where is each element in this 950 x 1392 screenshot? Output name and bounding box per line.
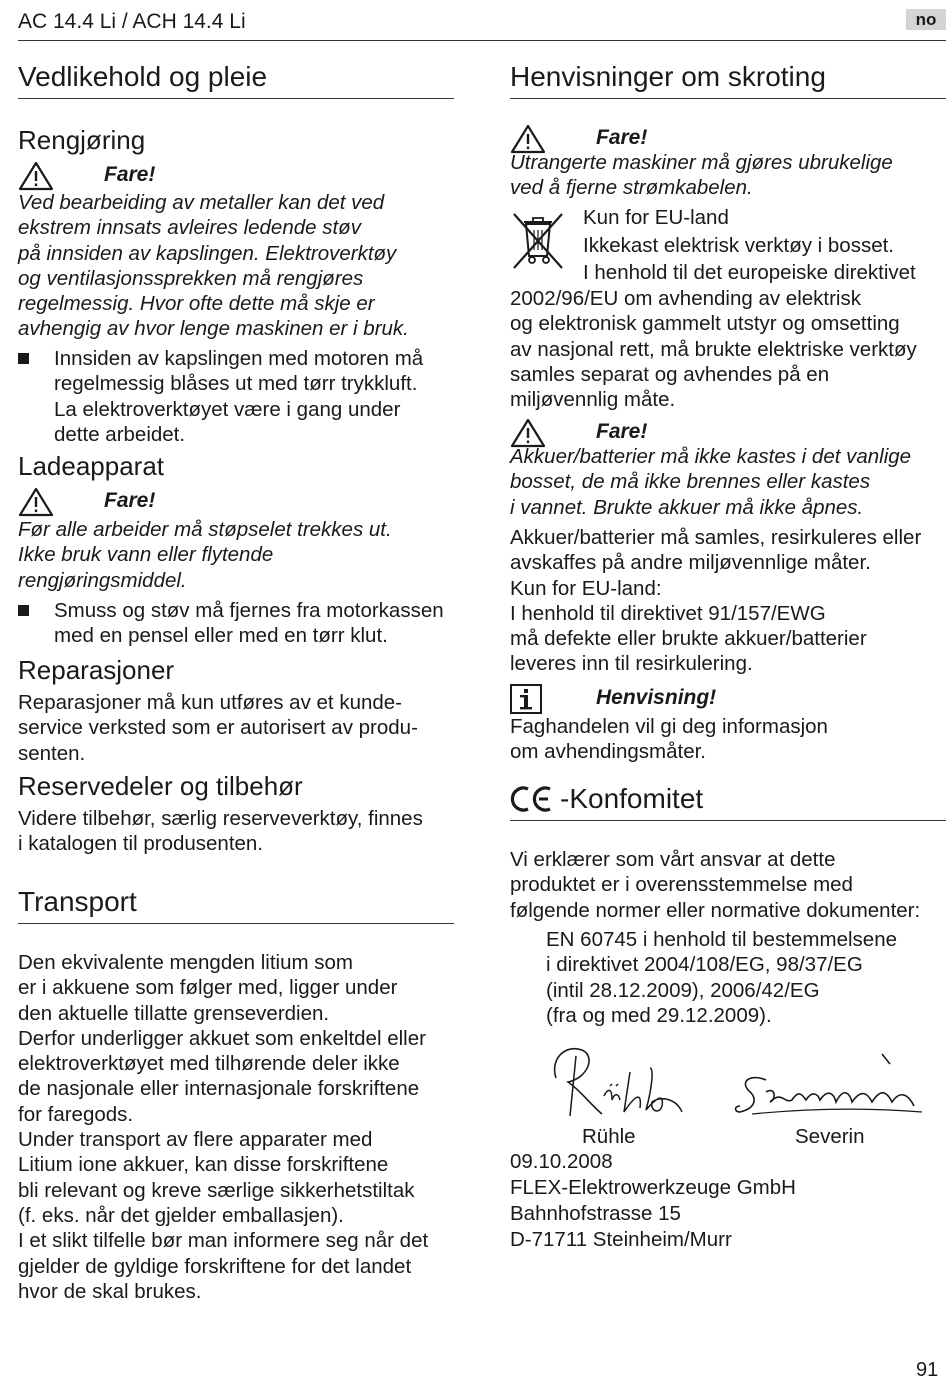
- conformity-date: 09.10.2008: [510, 1150, 613, 1173]
- conformity-rule: [510, 820, 946, 821]
- ce-mark-icon: [510, 785, 554, 813]
- repairs-title: Reparasjoner: [18, 655, 175, 685]
- header-rule: [18, 40, 946, 41]
- disposal-warning-2-label: Fare!: [596, 420, 648, 443]
- cleaning-warning-text: Ved bearbeiding av metaller kan det ved ekstrem innsats avleires ledende støv på innsiden av kapslingen. Elektroverktøy og ventilasjonssprekken må rengjøres regelmessig. Hvor ofte dette må skje er avhengig av hvor lenge maskinen er i bruk.: [18, 191, 409, 341]
- eu-line-3: I henhold til det europeiske direktivet: [583, 261, 916, 284]
- eu-heading: Kun for EU-land: [583, 206, 729, 229]
- company-street: Bahnhofstrasse 15: [510, 1202, 681, 1225]
- cleaning-warning: [18, 161, 454, 189]
- maintenance-rule: [18, 98, 454, 99]
- maintenance-title: Vedlikehold og pleie: [18, 61, 268, 92]
- disposal-rule: [510, 98, 946, 99]
- charger-warning-text: Før alle arbeider må støpselet trekkes ut. Ikke bruk vann eller flytende rengjøringsmiddel.: [18, 518, 392, 592]
- signature-ruhle: [546, 1038, 686, 1120]
- transport-title: Transport: [18, 886, 137, 917]
- note-text: Faghandelen vil gi deg informasjon om avhendingsmåter.: [510, 715, 828, 764]
- cleaning-bullet-text: Innsiden av kapslingen med motoren må regelmessig blåses ut med tørr trykkluft. La elektroverktøyet være i gang under dette arbeidet.: [54, 347, 424, 446]
- battery-disposal-text: Akkuer/batterier må samles, resirkuleres eller avskaffes på andre miljøvennlige måter. Kun for EU-land: I henhold til direktivet 91/157/EWG må defekte eller brukte akkuer/batterier leveres inn til resirkulering.: [510, 526, 922, 676]
- disposal-warning-2: [510, 418, 946, 446]
- signatory-1-name: Rühle: [582, 1125, 636, 1148]
- repairs-text: Reparasjoner må kun utføres av et kunde- service verksted som er autorisert av produ- senten.: [18, 691, 418, 765]
- charger-warning-label: Fare!: [104, 489, 156, 512]
- conformity-title: -Konfomitet: [560, 783, 704, 814]
- transport-rule: [18, 923, 454, 924]
- signatory-2-name: Severin: [795, 1125, 865, 1148]
- spare-parts-text: Videre tilbehør, særlig reserveverktøy, finnes i katalogen til produsenten.: [18, 807, 423, 856]
- bullet-square-icon: [18, 353, 29, 364]
- header-title: AC 14.4 Li / ACH 14.4 Li: [18, 10, 246, 33]
- transport-text: Den ekvivalente mengden litium som er i akkuene som følger med, ligger under den aktuelle tillatte grenseverdien. Derfor underligger akkuet som enkeltdel eller elektroverktøyet med tilhørende deler ikke de nasjonale eller internasjonale forskriftene for faregods. Under transport av flere apparater med Litium ione akkuer, kan disse forskriftene bli relevant og kreve særlige sikkerhetstiltak (f. eks. når det gjelder emballasjen). I et slikt tilfelle bør man informere seg når det gjelder de gyldige forskriftene for det landet hvor de skal brukes.: [18, 951, 429, 1303]
- conformity-intro: Vi erklærer som vårt ansvar at dette produktet er i overensstemmelse med følgende normer eller normative dokumenter:: [510, 848, 921, 922]
- disposal-warning-2-text: Akkuer/batterier må ikke kastes i det vanlige bosset, de må ikke brennes eller kastes i vannet. Brukte akkuer må ikke åpnes.: [510, 445, 912, 519]
- page-number: 91: [916, 1359, 939, 1381]
- cleaning-title: Rengjøring: [18, 125, 146, 155]
- language-badge: no: [906, 9, 946, 30]
- eu-line-2: Ikkekast elektrisk verktøy i bosset.: [583, 234, 895, 257]
- conformity-standards: EN 60745 i henhold til bestemmelsene i direktivet 2004/108/EG, 98/37/EG (intil 28.12.2009), 2006/42/EG (fra og med 29.12.2009).: [546, 928, 897, 1027]
- cleaning-warning-label: Fare!: [104, 163, 156, 186]
- info-icon: [510, 684, 542, 714]
- bullet-square-icon: [18, 605, 29, 616]
- note-label: Henvisning!: [596, 686, 717, 709]
- disposal-title: Henvisninger om skroting: [510, 61, 826, 92]
- charger-title: Ladeapparat: [18, 451, 165, 481]
- warning-triangle-icon: [18, 161, 54, 191]
- disposal-note: [510, 684, 946, 712]
- conformity-heading: [510, 782, 946, 816]
- disposal-warning-1: [510, 124, 946, 152]
- eu-directive-text: 2002/96/EU om avhending av elektrisk og elektronisk gammelt utstyr og omsetting av nasjonal rett, må brukte elektriske verktøy samles separat og avhendes på en miljøvennlig måte.: [510, 287, 917, 412]
- charger-bullet-text: Smuss og støv må fjernes fra motorkassen med en pensel eller med en tørr klut.: [54, 599, 444, 648]
- disposal-warning-1-text: Utrangerte maskiner må gjøres ubrukelige ved å fjerne strømkabelen.: [510, 151, 893, 200]
- charger-warning: [18, 487, 454, 515]
- spare-parts-title: Reservedeler og tilbehør: [18, 771, 303, 801]
- crossed-out-wheelie-bin-icon: [510, 210, 566, 270]
- disposal-warning-1-label: Fare!: [596, 126, 648, 149]
- company-name: FLEX-Elektrowerkzeuge GmbH: [510, 1176, 796, 1199]
- company-city: D-71711 Steinheim/Murr: [510, 1228, 732, 1251]
- signature-severin: [732, 1050, 928, 1120]
- warning-triangle-icon: [18, 487, 54, 517]
